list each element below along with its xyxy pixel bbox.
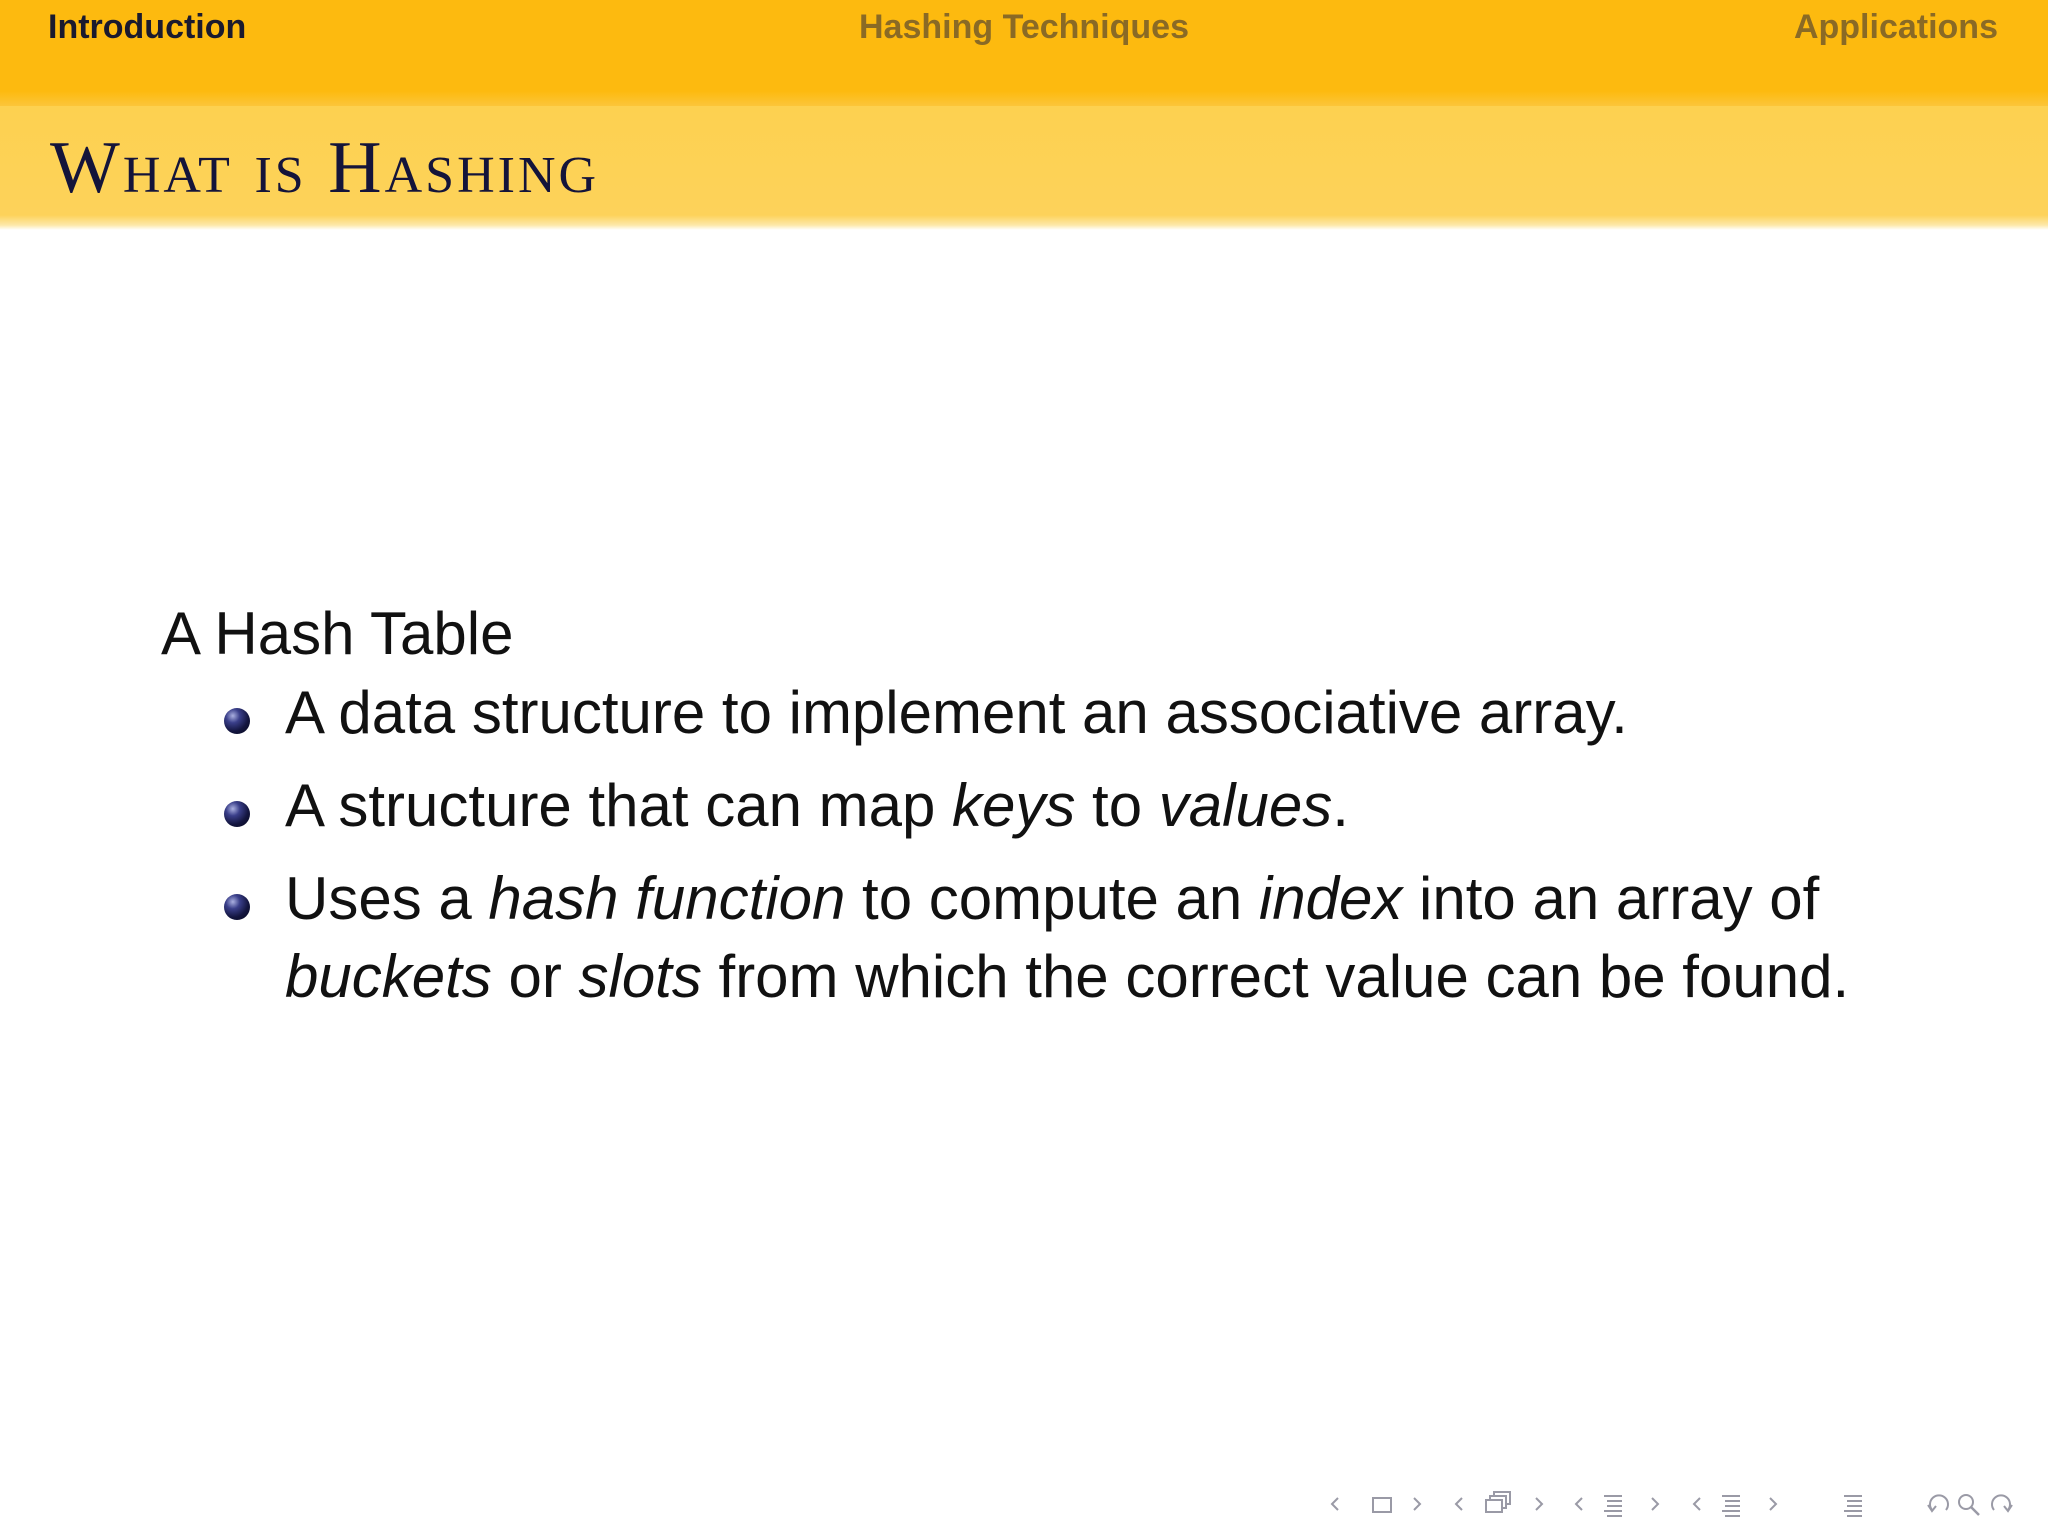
emphasized-term: buckets — [285, 943, 492, 1010]
frame-icon[interactable] — [1370, 1486, 1394, 1522]
slide-content — [161, 596, 1961, 1031]
nav-section-hashing-techniques[interactable]: Hashing Techniques — [859, 8, 1189, 46]
emphasized-term: slots — [578, 943, 702, 1010]
back-icon[interactable] — [1922, 1486, 1952, 1522]
bullet-ball-icon — [224, 894, 250, 920]
nav-prev-frame-icon[interactable] — [1328, 1486, 1342, 1522]
bullet-text: A data structure to implement an associative array. — [285, 679, 1628, 746]
nav-prev-section-icon[interactable] — [1572, 1486, 1586, 1522]
emphasized-term: hash function — [488, 865, 846, 932]
content-heading: A Hash Table — [161, 600, 514, 667]
nav-next-section-icon[interactable] — [1648, 1486, 1662, 1522]
bullet-ball-icon — [224, 801, 250, 827]
bullet-text: Uses a hash function to compute an index into an array of buckets or slots from which the correct value can be found. — [285, 865, 1850, 1010]
nav-prev-presentation-icon[interactable] — [1690, 1486, 1704, 1522]
appendix-icon[interactable] — [1840, 1486, 1866, 1522]
beamer-navigation-symbols — [1328, 1486, 2032, 1522]
frame-title-bar — [0, 106, 2048, 230]
forward-icon[interactable] — [1988, 1486, 2018, 1522]
bullet-list — [161, 674, 1961, 1016]
bullet-item — [161, 767, 1961, 845]
subsection-icon[interactable] — [1482, 1486, 1514, 1522]
section-icon[interactable] — [1600, 1486, 1626, 1522]
nav-prev-subsection-icon[interactable] — [1452, 1486, 1466, 1522]
emphasized-term: index — [1258, 865, 1403, 932]
section-navigation-bar — [0, 0, 2048, 106]
bullet-item — [161, 674, 1961, 752]
search-icon[interactable] — [1954, 1486, 1984, 1522]
presentation-icon[interactable] — [1718, 1486, 1744, 1522]
nav-section-applications[interactable]: Applications — [1793, 8, 1998, 46]
nav-next-subsection-icon[interactable] — [1532, 1486, 1546, 1522]
bullet-text: A structure that can map keys to values. — [285, 772, 1349, 839]
bullet-ball-icon — [224, 708, 250, 734]
nav-next-presentation-icon[interactable] — [1766, 1486, 1780, 1522]
nav-section-introduction[interactable]: Introduction — [48, 8, 247, 46]
emphasized-term: keys — [952, 772, 1076, 839]
nav-next-frame-icon[interactable] — [1410, 1486, 1424, 1522]
emphasized-term: values — [1158, 772, 1333, 839]
bullet-item — [161, 860, 1961, 1016]
frame-title: What is Hashing — [50, 127, 600, 209]
